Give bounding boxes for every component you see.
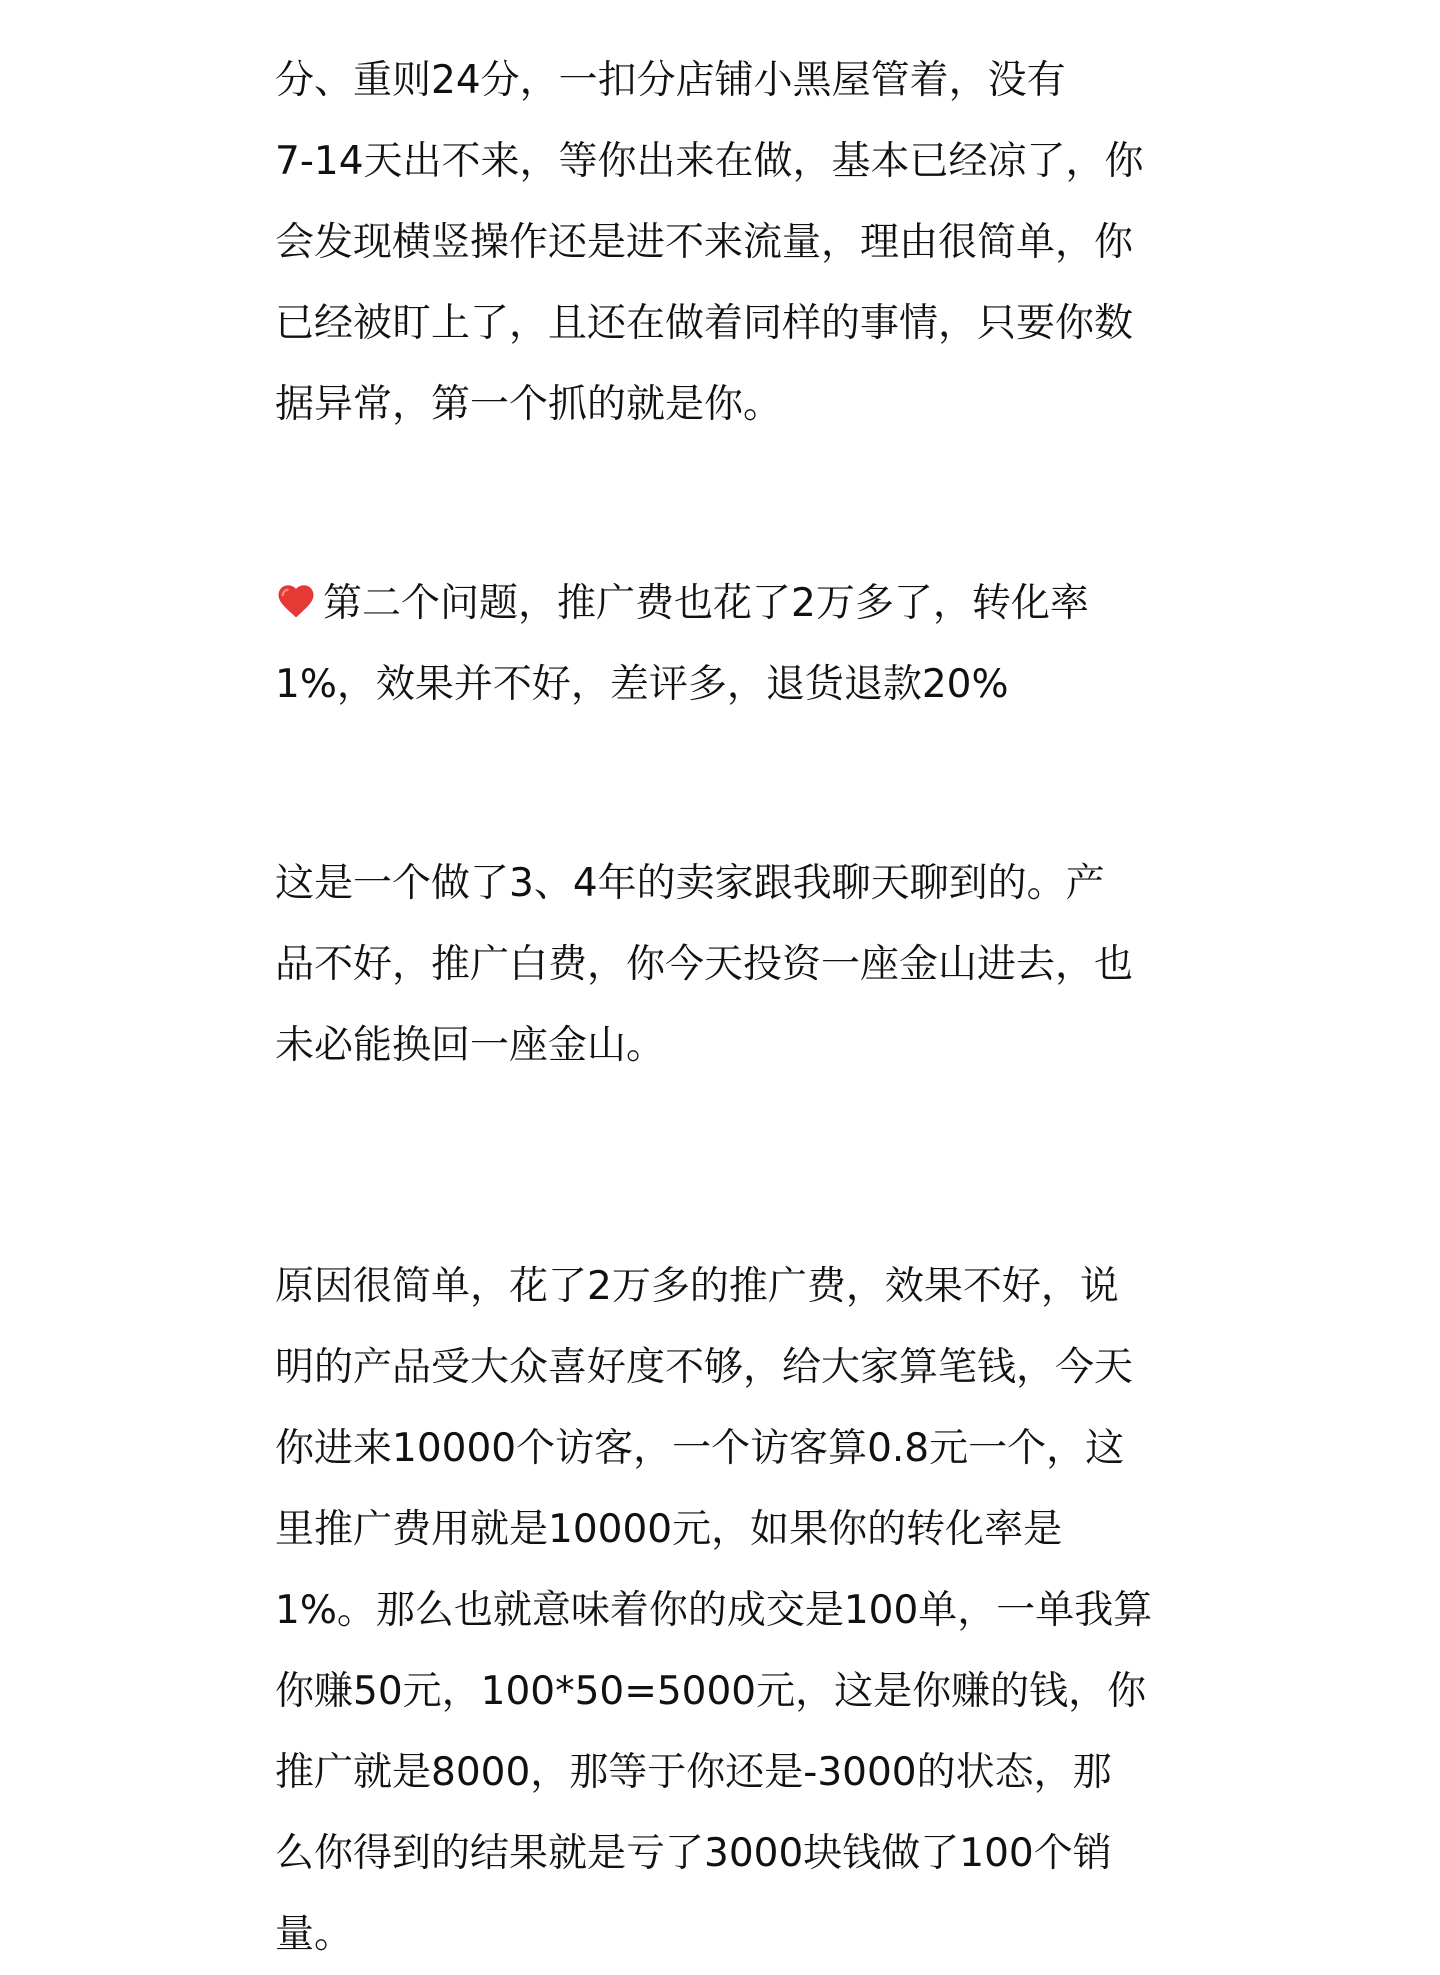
paragraph-spacer [275,1086,1195,1246]
text-line: 7-14天出不来，等你出来在做，基本已经凉了，你 [275,139,1144,184]
text-line: 里推广费用就是10000元，如果你的转化率是 [275,1507,1063,1552]
text-line: 你进来10000个访客，一个访客算0.8元一个，这 [275,1426,1125,1471]
paragraph-spacer [275,725,1195,843]
paragraph-3 [275,843,1195,1086]
paragraph-2-first-line: 第二个问题，推广费也花了2万多了，转化率 [323,581,1089,626]
text-line: 品不好，推广白费，你今天投资一座金山进去，也 [275,942,1134,987]
paragraph-1 [275,40,1195,445]
text-line: 原因很简单，花了2万多的推广费，效果不好，说 [275,1264,1119,1309]
text-line: 已经被盯上了，且还在做着同样的事情，只要你数 [275,301,1134,346]
text-line: 么你得到的结果就是亏了3000块钱做了100个销 [275,1831,1112,1876]
paragraph-2 [275,563,1195,725]
paragraph-spacer [275,445,1195,563]
text-line: 据异常，第一个抓的就是你。 [275,382,783,427]
article-body [275,40,1195,1975]
text-line-with-icon [275,563,1195,644]
text-line: 推广就是8000，那等于你还是-3000的状态，那 [275,1750,1112,1795]
text-line: 未必能换回一座金山。 [275,1023,666,1068]
text-line: 会发现横竖操作还是进不来流量，理由很简单，你 [275,220,1134,265]
text-line: 1%。那么也就意味着你的成交是100单，一单我算 [275,1588,1153,1633]
text-line: 明的产品受大众喜好度不够，给大家算笔钱，今天 [275,1345,1134,1390]
heart-icon [275,569,317,611]
text-line: 分、重则24分，一扣分店铺小黑屋管着，没有 [275,58,1066,103]
paragraph-4 [275,1246,1195,1975]
text-line: 你赚50元，100*50=5000元，这是你赚的钱，你 [275,1669,1147,1714]
text-line: 这是一个做了3、4年的卖家跟我聊天聊到的。产 [275,861,1105,906]
text-line: 1%，效果并不好，差评多，退货退款20% [275,662,1009,707]
text-line: 量。 [275,1912,354,1957]
